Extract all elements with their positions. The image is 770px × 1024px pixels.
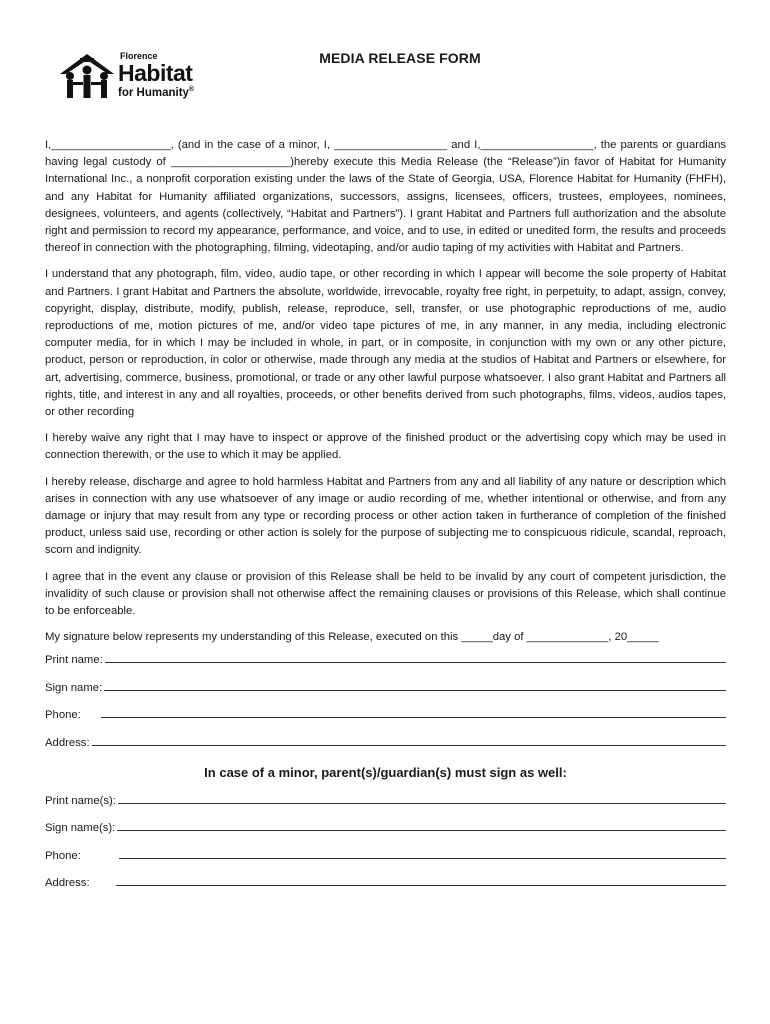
guardian-address-row bbox=[45, 873, 726, 901]
guardian-address-label: Address: bbox=[45, 877, 90, 890]
sign-name-label: Sign name: bbox=[45, 681, 103, 694]
page-title: MEDIA RELEASE FORM bbox=[319, 50, 481, 66]
phone-field[interactable] bbox=[101, 705, 726, 718]
release-body bbox=[45, 137, 726, 901]
phone-label: Phone: bbox=[45, 709, 81, 722]
guardian-phone-row bbox=[45, 846, 726, 874]
guardian-phone-field[interactable] bbox=[119, 846, 726, 859]
minor-section-heading: In case of a minor, parent(s)/guardian(s) must sign as well: bbox=[204, 765, 567, 781]
paragraph-grant: I,___________________, (and in the case of a minor, I, __________________ and I,__________________, the parents or guardians having legal custody of ___________________)hereby execute this Media Release (the “Release”)in favor of Habitat for Humanity International Inc., a nonprofit corporation existing under the laws of the State of Georgia, USA, Florence Habitat for Humanity (FHFH), and any Habitat for Humanity affiliated organizations, successors, assigns, licensees, officers, trustees, employees, nominees, designees, volunteers, and agents (collectively, “Habitat and Partners”). I grant Habitat and Partners full authorization and the absolute right and permission to record my appearance, performance, and voice, and to use, in edited or unedited form, the results and proceeds thereof in connection with the photographing, filming, videotaping, and/or audio taping of my activities with Habitat and Partners. bbox=[45, 139, 726, 255]
address-label: Address: bbox=[45, 736, 90, 749]
sign-name-field[interactable] bbox=[104, 678, 726, 691]
print-name-field[interactable] bbox=[105, 650, 726, 663]
guardian-sign-name-label: Sign name(s): bbox=[45, 822, 116, 835]
address-field[interactable] bbox=[92, 733, 726, 746]
paragraph-waiver: I hereby waive any right that I may have to inspect or approve of the finished product or the advertising copy which may be used in connection therewith, or the use to which it may be applied. bbox=[45, 432, 726, 462]
guardian-phone-label: Phone: bbox=[45, 849, 81, 862]
guardian-print-name-field[interactable] bbox=[118, 791, 726, 804]
paragraph-signature-statement: My signature below represents my understanding of this Release, executed on this _____day of _____________, 20_____ bbox=[45, 631, 659, 644]
logo-tagline: for Humanity® bbox=[118, 86, 195, 99]
print-name-label: Print name: bbox=[45, 654, 103, 667]
signer-address-row bbox=[45, 733, 726, 761]
signer-sign-name-row bbox=[45, 678, 726, 706]
signer-print-name-row bbox=[45, 650, 726, 678]
paragraph-release: I hereby release, discharge and agree to hold harmless Habitat and Partners from any and all liability of any nature or description which arises in connection with any use whatsoever of any image or audio recording of me, whether intentional or otherwise, and from any damage or injury that may result from any type or recording process or other action taken in furtherance of completion of the finished product, unless said use, recording or other action is solely for the purpose of subjecting me to conspicuous ridicule, scandal, reproach, scorn and indignity. bbox=[45, 475, 726, 557]
guardian-address-field[interactable] bbox=[116, 873, 726, 886]
guardian-print-name-label: Print name(s): bbox=[45, 794, 116, 807]
paragraph-severability: I agree that in the event any clause or provision of this Release shall be held to be invalid by any court of competent jurisdiction, the invalidity of such clause or provision shall not otherwise affect the remaining clauses or provisions of this Release, which shall continue to be enforceable. bbox=[45, 570, 726, 618]
guardian-print-name-row bbox=[45, 791, 726, 819]
logo-wordmark: Habitat bbox=[118, 60, 193, 86]
guardian-sign-name-field[interactable] bbox=[117, 818, 726, 831]
paragraph-ownership: I understand that any photograph, film, video, audio tape, or other recording in which I appear will become the sole property of Habitat and Partners. I grant Habitat and Partners the absolute, worldwide, irrevocable, royalty free right, in perpetuity, to adapt, assign, convey, copyright, display, distribute, modify, publish, release, reproduce, sell, transfer, or use photographic reproductions of me, audio reproductions of me, motion pictures of me, and/or video tape pictures of me, in any manner, in any media, including electronic computer media, for in which I may be included in whole, in part, or in composite, in conjunction with my own or any other picture, product, person or reproduction, in color or otherwise, made through any media at the studios of Habitat and Partners or elsewhere, for art, advertising, commerce, business, promotional, or trade or any other lawful purpose whatsoever. I also grant Habitat and Partners all rights, title, and interest in any and all royalties, proceeds, or other benefits derived from such photographs, films, videos, audios tapes, or other recording bbox=[45, 268, 726, 419]
guardian-sign-name-row bbox=[45, 818, 726, 846]
logo-affiliate-name: Florence bbox=[120, 51, 158, 61]
signer-phone-row bbox=[45, 705, 726, 733]
